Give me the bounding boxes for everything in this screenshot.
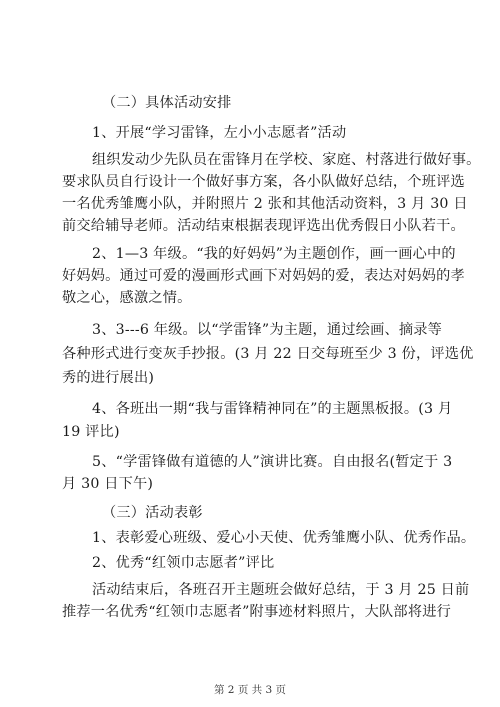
item-4-line: 4、各班出一期“我与雷锋精神同在”的主题黑板报。(3 月 <box>92 401 453 417</box>
paragraph-line: 月 30 日下午) <box>62 476 154 492</box>
paragraph-line: 要求队员自行设计一个做好事方案，各小队做好总结，个班评选 <box>62 174 465 190</box>
paragraph-line: 19 评比) <box>62 424 120 440</box>
section-heading-3: （三）活动表彰 <box>102 505 203 521</box>
award-item-2: 2、优秀“红领巾志愿者”评比 <box>92 555 275 571</box>
award-item-1: 1、表彰爱心班级、爱心小天使、优秀雏鹰小队、优秀作品。 <box>92 530 476 546</box>
paragraph-line: 组织发动少先队员在雷锋月在学校、家庭、村落进行做好事。 <box>92 152 481 168</box>
item-5-line: 5、“学雷锋做有道德的人”演讲比赛。自由报名(暂定于 3 <box>92 454 453 470</box>
item-2-line: 2、1—3 年级。“我的好妈妈”为主题创作，画一画心中的 <box>92 246 456 262</box>
paragraph-line: 一名优秀雏鹰小队，并附照片 2 张和其他活动资料，3 月 30 日 <box>62 196 468 212</box>
item-3-line: 3、3---6 年级。以“学雷锋”为主题，通过绘画、摘录等 <box>92 322 443 338</box>
paragraph-line: 秀的进行展出) <box>62 370 155 386</box>
paragraph-line: 好妈妈。通过可爱的漫画形式画下对妈妈的爱，表达对妈妈的孝 <box>62 268 465 284</box>
paragraph-line: 前交给辅导老师。活动结束根据表现评选出优秀假日小队若干。 <box>62 218 465 234</box>
paragraph-line: 各种形式进行变灰手抄报。(3 月 22 日交每班至少 3 份，评选优 <box>62 346 474 362</box>
paragraph-line: 活动结束后，各班召开主题班会做好总结，于 3 月 25 日前 <box>92 582 470 598</box>
paragraph-line: 敬之心，感激之情。 <box>62 290 192 306</box>
item-1-heading: 1、开展“学习雷锋，左小小志愿者”活动 <box>92 125 347 141</box>
paragraph-line: 推荐一名优秀“红领巾志愿者”附事迹材料照片，大队部将进行 <box>62 604 451 620</box>
section-heading-2: （二）具体活动安排 <box>102 95 232 111</box>
page-number: 第 2 页 共 3 页 <box>213 684 287 696</box>
